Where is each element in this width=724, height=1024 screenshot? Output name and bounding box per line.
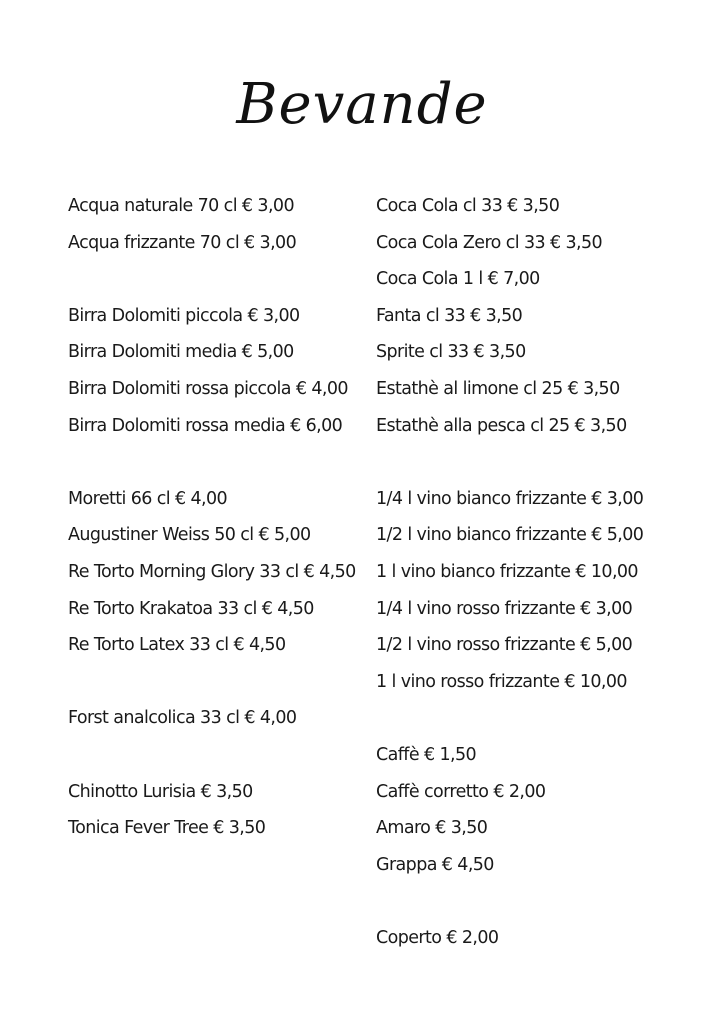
menu-item: Forst analcolica 33 cl € 4,00 bbox=[68, 708, 297, 729]
menu-item: Coperto € 2,00 bbox=[376, 927, 499, 948]
menu-item: Caffè corretto € 2,00 bbox=[376, 781, 546, 802]
menu-item: Birra Dolomiti rossa media € 6,00 bbox=[68, 415, 343, 436]
spacer bbox=[68, 737, 356, 774]
menu-item: Grappa € 4,50 bbox=[376, 854, 494, 875]
menu-item: 1/2 l vino bianco frizzante € 5,00 bbox=[376, 525, 644, 546]
menu-item: 1/4 l vino rosso frizzante € 3,00 bbox=[376, 598, 633, 619]
menu-item: Birra Dolomiti piccola € 3,00 bbox=[68, 305, 300, 326]
spacer bbox=[68, 261, 356, 298]
spacer bbox=[68, 664, 356, 701]
menu-item: Tonica Fever Tree € 3,50 bbox=[68, 818, 266, 839]
spacer bbox=[68, 444, 356, 481]
menu-item: Coca Cola Zero cl 33 € 3,50 bbox=[376, 232, 603, 253]
menu-item: Acqua frizzante 70 cl € 3,00 bbox=[68, 232, 297, 253]
menu-item: Chinotto Lurisia € 3,50 bbox=[68, 781, 253, 802]
menu-item: Sprite cl 33 € 3,50 bbox=[376, 342, 526, 363]
right-column-list bbox=[376, 188, 643, 956]
menu-item: Moretti 66 cl € 4,00 bbox=[68, 488, 228, 509]
menu-item: Re Torto Krakatoa 33 cl € 4,50 bbox=[68, 598, 314, 619]
menu-item: Re Torto Latex 33 cl € 4,50 bbox=[68, 635, 286, 656]
page-title: Bevande bbox=[236, 72, 488, 137]
spacer bbox=[376, 700, 643, 737]
menu-item: Birra Dolomiti media € 5,00 bbox=[68, 342, 294, 363]
menu-item: Coca Cola cl 33 € 3,50 bbox=[376, 196, 560, 216]
menu-item: 1 l vino rosso frizzante € 10,00 bbox=[376, 671, 627, 692]
spacer bbox=[376, 883, 643, 920]
menu-item: Augustiner Weiss 50 cl € 5,00 bbox=[68, 525, 311, 546]
menu-item: Acqua naturale 70 cl € 3,00 bbox=[68, 196, 294, 216]
menu-item: Estathè alla pesca cl 25 € 3,50 bbox=[376, 415, 627, 436]
menu-item: Coca Cola 1 l € 7,00 bbox=[376, 269, 540, 290]
menu-item: 1 l vino bianco frizzante € 10,00 bbox=[376, 561, 638, 582]
menu-item: Re Torto Morning Glory 33 cl € 4,50 bbox=[68, 561, 356, 582]
menu-item: 1/4 l vino bianco frizzante € 3,00 bbox=[376, 488, 644, 509]
spacer bbox=[376, 444, 643, 481]
menu-item: Estathè al limone cl 25 € 3,50 bbox=[376, 378, 620, 399]
menu-item: Fanta cl 33 € 3,50 bbox=[376, 305, 523, 326]
menu-item: Caffè € 1,50 bbox=[376, 744, 477, 765]
menu-item: Amaro € 3,50 bbox=[376, 818, 488, 839]
left-column-list bbox=[68, 188, 356, 847]
menu-item: 1/2 l vino rosso frizzante € 5,00 bbox=[376, 635, 633, 656]
menu-item: Birra Dolomiti rossa piccola € 4,00 bbox=[68, 378, 348, 399]
